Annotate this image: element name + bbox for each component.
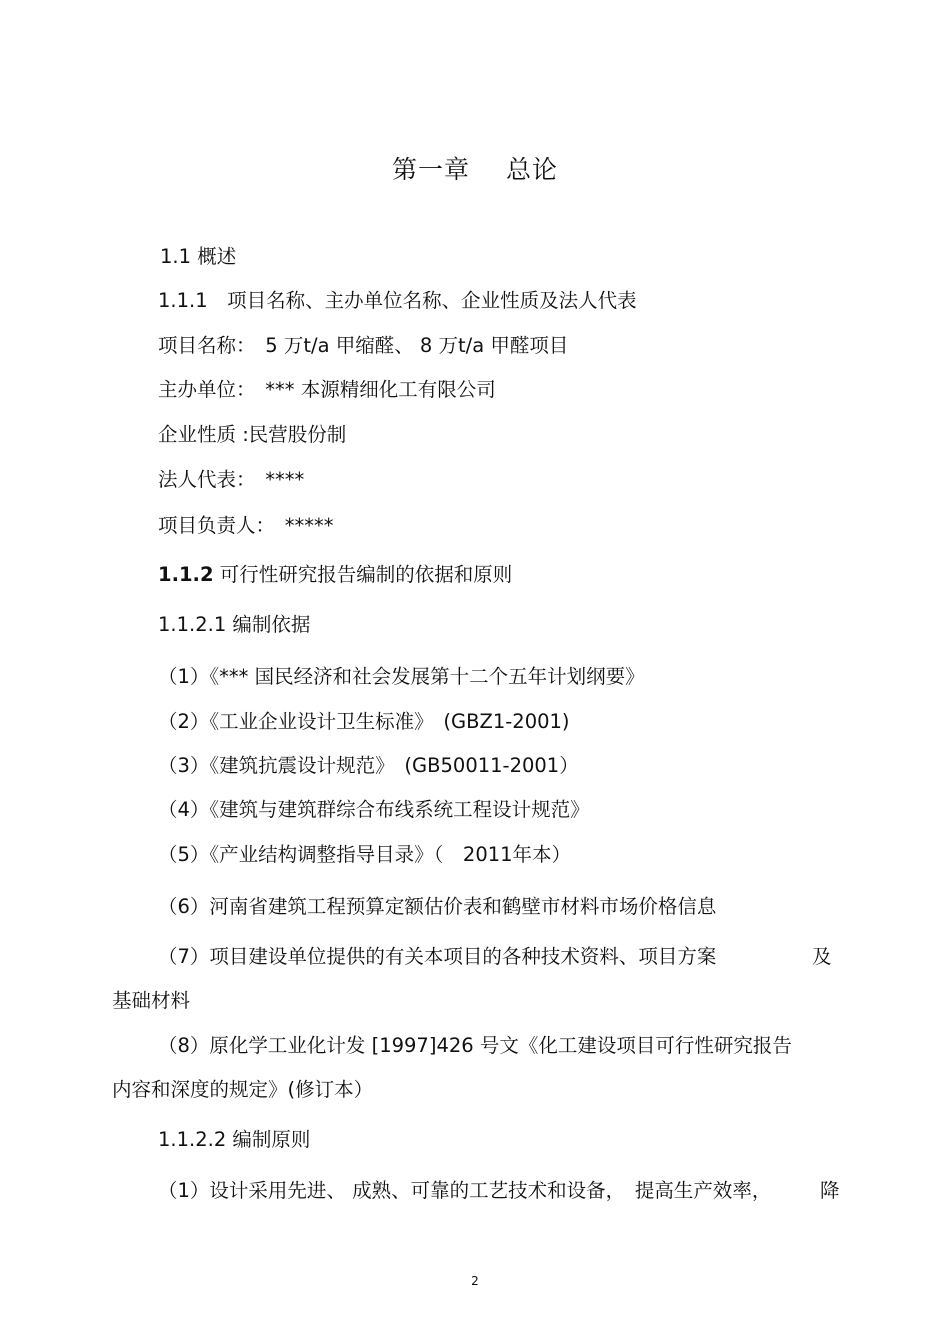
basis-item-4: （4）《建筑与建筑群综合布线系统工程设计规范》 [158, 798, 590, 821]
section-1-1-2-1-heading: 1.1.2.1 编制依据 [158, 613, 311, 636]
section-1-1-2-title: 可行性研究报告编制的依据和原则 [213, 563, 513, 586]
project-manager-line: 项目负责人： ***** [158, 514, 334, 537]
enterprise-nature-line: 企业性质 :民营股份制 [158, 423, 347, 446]
section-1-1-2-2-heading: 1.1.2.2 编制原则 [158, 1128, 311, 1151]
basis-item-6: （6）河南省建筑工程预算定额估价表和鹤壁市材料市场价格信息 [158, 895, 717, 918]
sponsor-line: 主办单位： *** 本源精细化工有限公司 [158, 378, 496, 401]
principle-item-1-tail: 降 [820, 1179, 840, 1202]
basis-item-8-line-2: 内容和深度的规定》(修订本） [112, 1078, 374, 1101]
page-number: 2 [471, 1274, 479, 1288]
basis-item-5: （5）《产业结构调整指导目录》（ 2011年本） [158, 843, 572, 866]
basis-item-3: （3）《建筑抗震设计规范》 (GB50011-2001） [158, 754, 579, 777]
section-1-1-heading: 1.1 概述 [160, 245, 237, 268]
section-1-1-2-number: 1.1.2 [158, 563, 214, 586]
basis-item-1: （1）《*** 国民经济和社会发展第十二个五年计划纲要》 [158, 665, 645, 688]
chapter-number: 第一章 [391, 155, 470, 184]
chapter-name: 总论 [506, 155, 559, 184]
basis-item-7-line-2: 基础材料 [112, 989, 191, 1012]
legal-representative-line: 法人代表： **** [158, 468, 305, 491]
section-1-1-2-heading [158, 563, 512, 587]
basis-item-8-line-1: （8）原化学工业化计发 [1997]426 号文《化工建设项目可行性研究报告 [158, 1034, 792, 1057]
principle-item-1-line-1: （1）设计采用先进、 成熟、可靠的工艺技术和设备， 提高生产效率， [158, 1179, 772, 1202]
basis-item-2: （2）《工业企业设计卫生标准》 (GBZ1-2001) [158, 710, 570, 733]
section-1-1-1-heading: 1.1.1 项目名称、主办单位名称、企业性质及法人代表 [158, 289, 637, 312]
project-name-line: 项目名称： 5 万t/a 甲缩醛、 8 万t/a 甲醛项目 [158, 334, 569, 357]
chapter-title [0, 150, 950, 186]
basis-item-7-line-1: （7）项目建设单位提供的有关本项目的各种技术资料、项目方案 [158, 945, 717, 968]
basis-item-7-tail: 及 [812, 945, 832, 968]
